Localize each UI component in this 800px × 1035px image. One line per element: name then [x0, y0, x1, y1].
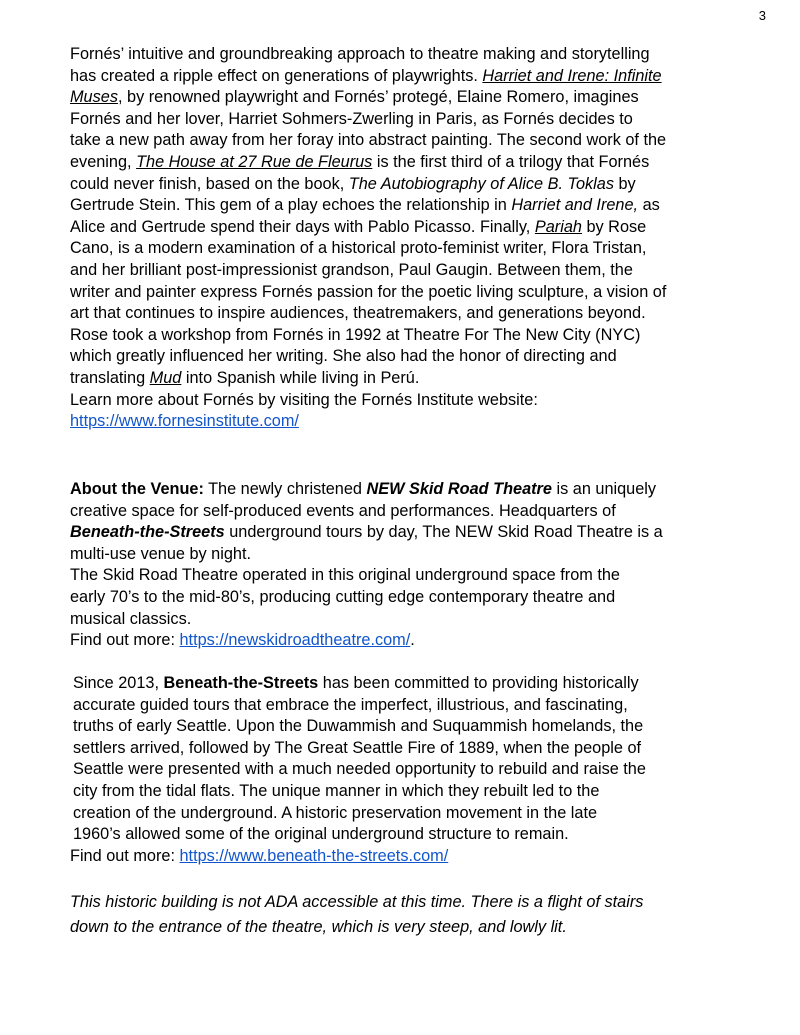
fornes-line-3 — [70, 87, 750, 109]
fornes-line-15: which greatly influenced her writing. She also had the honor of directing and — [70, 347, 617, 366]
fornes-line-2 — [70, 66, 750, 88]
venue-line-2: creative space for self-produced events and performances. Headquarters of — [70, 501, 616, 520]
fornes-line-4: Fornés and her lover, Harriet Sohmers-Zwerling in Paris, as Fornés decides to — [70, 109, 633, 128]
bts-line-1-text-c: has been committed to providing historically — [318, 674, 639, 692]
title-harriet-and-irene: Harriet and Irene: Infinite — [482, 66, 662, 85]
bts-line-7: creation of the underground. A historic preservation movement in the late — [73, 803, 598, 822]
title-muses: Muses — [70, 88, 118, 107]
bts-line-3: truths of early Seattle. Upon the Duwammish and Suquammish homelands, the — [73, 717, 644, 736]
title-harriet-and-irene-ref: Harriet and Irene, — [511, 196, 639, 215]
fornes-section — [70, 44, 750, 433]
fornes-line-1: Fornés’ intuitive and groundbreaking approach to theatre making and storytelling — [70, 45, 650, 63]
bts-line-4: settlers arrived, followed by The Great Seattle Fire of 1889, when the people of — [73, 738, 642, 757]
fornes-link-line — [70, 411, 750, 433]
venue-section — [70, 479, 750, 652]
fornes-line-8-text-c: as — [638, 196, 660, 215]
beneath-the-streets-link[interactable]: https://www.beneath-the-streets.com/ — [179, 846, 449, 865]
page-number: 3 — [758, 8, 766, 23]
venue-line-6: early 70’s to the mid-80’s, producing cutting edge contemporary theatre and — [70, 587, 616, 606]
fornes-line-16 — [70, 368, 750, 390]
fornes-line-5: take a new path away from her foray into abstract painting. The second work of the — [70, 131, 667, 150]
venue-line-4: multi-use venue by night. — [70, 544, 252, 563]
bts-name: Beneath-the-Streets — [163, 674, 319, 692]
fornes-line-6-text-a: evening, — [70, 152, 137, 171]
bts-line-9 — [70, 846, 753, 868]
venue-line-7: musical classics. — [70, 609, 192, 628]
fornes-institute-link[interactable]: https://www.fornesinstitute.com/ — [70, 412, 299, 431]
fornes-line-11: and her brilliant post-impressionist grandson, Paul Gaugin. Between them, the — [70, 260, 633, 279]
fornes-line-17: Learn more about Fornés by visiting the Fornés Institute website: — [70, 390, 538, 409]
venue-line-3 — [70, 522, 750, 544]
venue-find-out-label: Find out more: — [70, 631, 180, 650]
fornes-line-14: Rose took a workshop from Fornés in 1992 at Theatre For The New City (NYC) — [70, 325, 641, 344]
fornes-line-8 — [70, 195, 750, 217]
title-autobiography-alice-toklas: The Autobiography of Alice B. Toklas — [348, 174, 614, 193]
fornes-line-9-text-c: by Rose — [581, 217, 647, 236]
venue-beneath-the-streets: Beneath-the-Streets — [70, 523, 225, 542]
title-pariah: Pariah — [534, 217, 582, 236]
fornes-line-7 — [70, 174, 750, 196]
fornes-line-12: writer and painter express Fornés passion for the poetic living sculpture, a vision of — [70, 282, 667, 301]
bts-line-8: 1960’s allowed some of the original underground structure to remain. — [73, 825, 569, 844]
fornes-line-9 — [70, 217, 750, 239]
bts-line-5: Seattle were presented with a much needed opportunity to rebuild and raise the — [73, 760, 646, 779]
venue-line-1-text-d: is an uniquely — [551, 480, 657, 498]
ada-line-1: This historic building is not ADA accessible at this time. There is a flight of stairs — [70, 893, 644, 911]
bts-find-out-label: Find out more: — [70, 846, 180, 865]
fornes-line-3-text: , by renowned playwright and Fornés’ protegé, Elaine Romero, imagines — [117, 88, 639, 107]
venue-line-1-text-b: The newly christened — [203, 480, 367, 498]
venue-heading: About the Venue: — [70, 480, 204, 498]
skid-road-theatre-link[interactable]: https://newskidroadtheatre.com/ — [179, 631, 411, 650]
bts-line-1-text-a: Since 2013, — [73, 674, 164, 692]
venue-line-5: The Skid Road Theatre operated in this original underground space from the — [70, 566, 620, 585]
title-house-at-27-rue: The House at 27 Rue de Fleurus — [136, 152, 373, 171]
ada-notice — [70, 890, 750, 940]
venue-line-1 — [70, 479, 750, 501]
fornes-line-2-text: has created a ripple effect on generations of playwrights. — [70, 66, 483, 85]
venue-name: NEW Skid Road Theatre — [366, 480, 552, 498]
beneath-the-streets-section — [70, 673, 753, 867]
bts-line-2: accurate guided tours that embrace the imperfect, illustrious, and fascinating, — [73, 695, 628, 714]
fornes-line-13: art that continues to inspire audiences, theatremakers, and generations beyond. — [70, 304, 646, 323]
fornes-line-16-text-c: into Spanish while living in Perú. — [181, 368, 420, 387]
fornes-line-7-text-a: could never finish, based on the book, — [70, 174, 349, 193]
fornes-line-10: Cano, is a modern examination of a historical proto-feminist writer, Flora Tristan, — [70, 239, 647, 258]
venue-line-3-text-b: underground tours by day, The NEW Skid Road Theatre is a — [224, 523, 663, 542]
title-mud: Mud — [149, 368, 182, 387]
bts-line-1 — [73, 673, 753, 695]
fornes-line-16-text-a: translating — [70, 368, 150, 387]
bts-line-6: city from the tidal flats. The unique manner in which they rebuilt led to the — [73, 781, 600, 800]
fornes-line-6 — [70, 152, 750, 174]
venue-line-8 — [70, 630, 750, 652]
venue-line-8-period: . — [410, 631, 415, 650]
fornes-line-8-text-a: Gertrude Stein. This gem of a play echoes the relationship in — [70, 196, 512, 215]
fornes-line-6-text-c: is the first third of a trilogy that Fornés — [372, 152, 650, 171]
fornes-line-7-text-c: by — [613, 174, 636, 193]
fornes-line-9-text-a: Alice and Gertrude spend their days with Pablo Picasso. Finally, — [70, 217, 535, 236]
ada-line-2: down to the entrance of the theatre, which is very steep, and lowly lit. — [70, 918, 567, 936]
